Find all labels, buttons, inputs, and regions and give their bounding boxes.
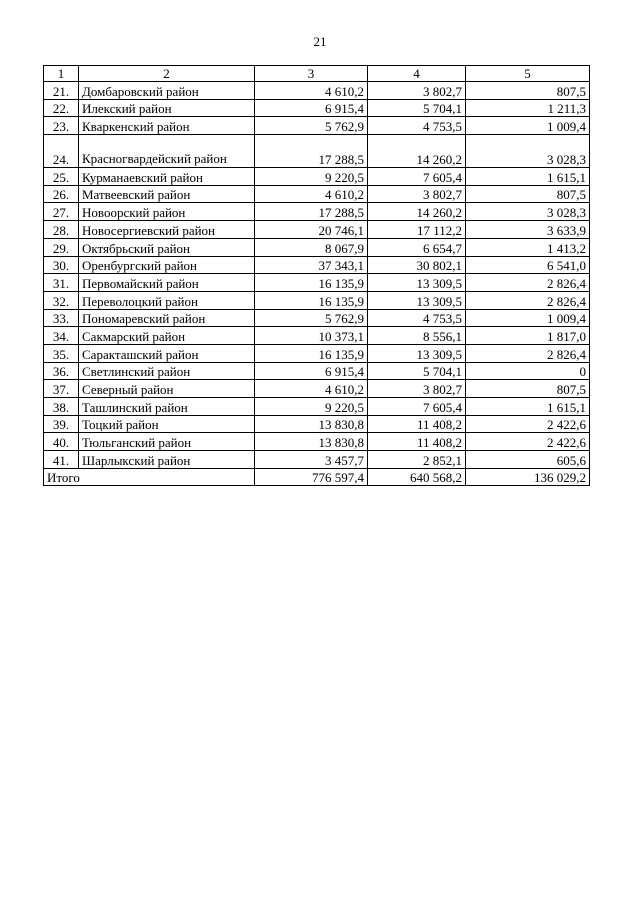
value-col-3: 17 288,5	[255, 135, 368, 168]
district-name: Новосергиевский район	[79, 221, 255, 239]
value-col-4: 14 260,2	[368, 203, 466, 221]
row-number: 28.	[44, 221, 79, 239]
table-row	[44, 415, 590, 433]
value-col-4: 13 309,5	[368, 291, 466, 309]
value-col-5: 605,6	[466, 451, 590, 469]
value-col-5: 1 413,2	[466, 238, 590, 256]
value-col-4: 8 556,1	[368, 327, 466, 345]
value-col-3: 3 457,7	[255, 451, 368, 469]
value-col-5: 3 028,3	[466, 135, 590, 168]
value-col-5: 2 422,6	[466, 415, 590, 433]
district-name: Переволоцкий район	[79, 291, 255, 309]
value-col-3: 13 830,8	[255, 415, 368, 433]
header-cell-1: 1	[44, 66, 79, 82]
value-col-3: 37 343,1	[255, 256, 368, 274]
value-col-3: 10 373,1	[255, 327, 368, 345]
value-col-4: 5 704,1	[368, 362, 466, 380]
total-label: Итого	[44, 468, 255, 486]
value-col-5: 2 826,4	[466, 344, 590, 362]
row-number: 26.	[44, 185, 79, 203]
total-row	[44, 468, 590, 486]
value-col-5: 3 633,9	[466, 221, 590, 239]
table-row	[44, 238, 590, 256]
table-row	[44, 256, 590, 274]
table-body	[44, 66, 590, 486]
value-col-3: 5 762,9	[255, 117, 368, 135]
value-col-4: 30 802,1	[368, 256, 466, 274]
row-number: 34.	[44, 327, 79, 345]
row-number: 41.	[44, 451, 79, 469]
table-row	[44, 291, 590, 309]
district-name: Курманаевский район	[79, 168, 255, 186]
table-row	[44, 135, 590, 168]
table-header-row	[44, 66, 590, 82]
row-number: 23.	[44, 117, 79, 135]
value-col-4: 13 309,5	[368, 274, 466, 292]
district-name: Первомайский район	[79, 274, 255, 292]
district-name: Красногвардейский район	[79, 135, 255, 168]
table-row	[44, 221, 590, 239]
value-col-4: 7 605,4	[368, 398, 466, 416]
value-col-5: 2 422,6	[466, 433, 590, 451]
district-name: Тюльганский район	[79, 433, 255, 451]
district-name: Светлинский район	[79, 362, 255, 380]
row-number: 36.	[44, 362, 79, 380]
table-row	[44, 117, 590, 135]
value-col-4: 3 802,7	[368, 380, 466, 398]
header-cell-5: 5	[466, 66, 590, 82]
value-col-5: 2 826,4	[466, 291, 590, 309]
value-col-4: 11 408,2	[368, 415, 466, 433]
table-row	[44, 185, 590, 203]
value-col-5: 0	[466, 362, 590, 380]
value-col-4: 5 704,1	[368, 99, 466, 117]
table-row	[44, 362, 590, 380]
value-col-3: 4 610,2	[255, 185, 368, 203]
value-col-4: 14 260,2	[368, 135, 466, 168]
value-col-3: 6 915,4	[255, 99, 368, 117]
district-name: Шарлыкский район	[79, 451, 255, 469]
district-name: Октябрьский район	[79, 238, 255, 256]
total-value-col-5: 136 029,2	[466, 468, 590, 486]
row-number: 27.	[44, 203, 79, 221]
total-value-col-3: 776 597,4	[255, 468, 368, 486]
value-col-3: 16 135,9	[255, 344, 368, 362]
value-col-3: 17 288,5	[255, 203, 368, 221]
district-name: Кваркенский район	[79, 117, 255, 135]
value-col-3: 8 067,9	[255, 238, 368, 256]
row-number: 25.	[44, 168, 79, 186]
value-col-4: 11 408,2	[368, 433, 466, 451]
row-number: 37.	[44, 380, 79, 398]
row-number: 35.	[44, 344, 79, 362]
value-col-5: 1 817,0	[466, 327, 590, 345]
value-col-3: 13 830,8	[255, 433, 368, 451]
district-name: Северный район	[79, 380, 255, 398]
table-row	[44, 380, 590, 398]
total-value-col-4: 640 568,2	[368, 468, 466, 486]
value-col-4: 3 802,7	[368, 82, 466, 100]
value-col-5: 1 009,4	[466, 309, 590, 327]
row-number: 33.	[44, 309, 79, 327]
table-row	[44, 203, 590, 221]
district-name: Ташлинский район	[79, 398, 255, 416]
value-col-3: 9 220,5	[255, 168, 368, 186]
row-number: 29.	[44, 238, 79, 256]
value-col-3: 4 610,2	[255, 82, 368, 100]
value-col-5: 2 826,4	[466, 274, 590, 292]
table-row	[44, 168, 590, 186]
value-col-4: 2 852,1	[368, 451, 466, 469]
table-row	[44, 398, 590, 416]
table-row	[44, 451, 590, 469]
value-col-5: 6 541,0	[466, 256, 590, 274]
table-row	[44, 99, 590, 117]
table-row	[44, 327, 590, 345]
district-name: Оренбургский район	[79, 256, 255, 274]
value-col-5: 1 211,3	[466, 99, 590, 117]
row-number: 38.	[44, 398, 79, 416]
value-col-5: 1 615,1	[466, 168, 590, 186]
value-col-3: 6 915,4	[255, 362, 368, 380]
row-number: 24.	[44, 135, 79, 168]
value-col-5: 807,5	[466, 380, 590, 398]
table-row	[44, 433, 590, 451]
district-name: Илекский район	[79, 99, 255, 117]
value-col-4: 13 309,5	[368, 344, 466, 362]
value-col-5: 1 009,4	[466, 117, 590, 135]
row-number: 32.	[44, 291, 79, 309]
value-col-5: 1 615,1	[466, 398, 590, 416]
district-name: Сакмарский район	[79, 327, 255, 345]
header-cell-2: 2	[79, 66, 255, 82]
row-number: 22.	[44, 99, 79, 117]
district-name: Пономаревский район	[79, 309, 255, 327]
row-number: 21.	[44, 82, 79, 100]
value-col-5: 3 028,3	[466, 203, 590, 221]
value-col-5: 807,5	[466, 185, 590, 203]
value-col-4: 17 112,2	[368, 221, 466, 239]
table-row	[44, 82, 590, 100]
district-name: Домбаровский район	[79, 82, 255, 100]
value-col-3: 20 746,1	[255, 221, 368, 239]
value-col-4: 7 605,4	[368, 168, 466, 186]
value-col-3: 16 135,9	[255, 291, 368, 309]
value-col-4: 3 802,7	[368, 185, 466, 203]
value-col-4: 4 753,5	[368, 117, 466, 135]
value-col-4: 6 654,7	[368, 238, 466, 256]
value-col-3: 4 610,2	[255, 380, 368, 398]
row-number: 40.	[44, 433, 79, 451]
district-name: Матвеевский район	[79, 185, 255, 203]
row-number: 39.	[44, 415, 79, 433]
table-row	[44, 309, 590, 327]
district-name: Тоцкий район	[79, 415, 255, 433]
row-number: 31.	[44, 274, 79, 292]
district-table	[43, 65, 590, 486]
value-col-3: 16 135,9	[255, 274, 368, 292]
value-col-3: 5 762,9	[255, 309, 368, 327]
table-row	[44, 274, 590, 292]
value-col-4: 4 753,5	[368, 309, 466, 327]
row-number: 30.	[44, 256, 79, 274]
district-name: Новоорский район	[79, 203, 255, 221]
header-cell-4: 4	[368, 66, 466, 82]
page-number: 21	[313, 34, 327, 49]
table-row	[44, 344, 590, 362]
header-cell-3: 3	[255, 66, 368, 82]
district-name: Саракташский район	[79, 344, 255, 362]
value-col-3: 9 220,5	[255, 398, 368, 416]
value-col-5: 807,5	[466, 82, 590, 100]
